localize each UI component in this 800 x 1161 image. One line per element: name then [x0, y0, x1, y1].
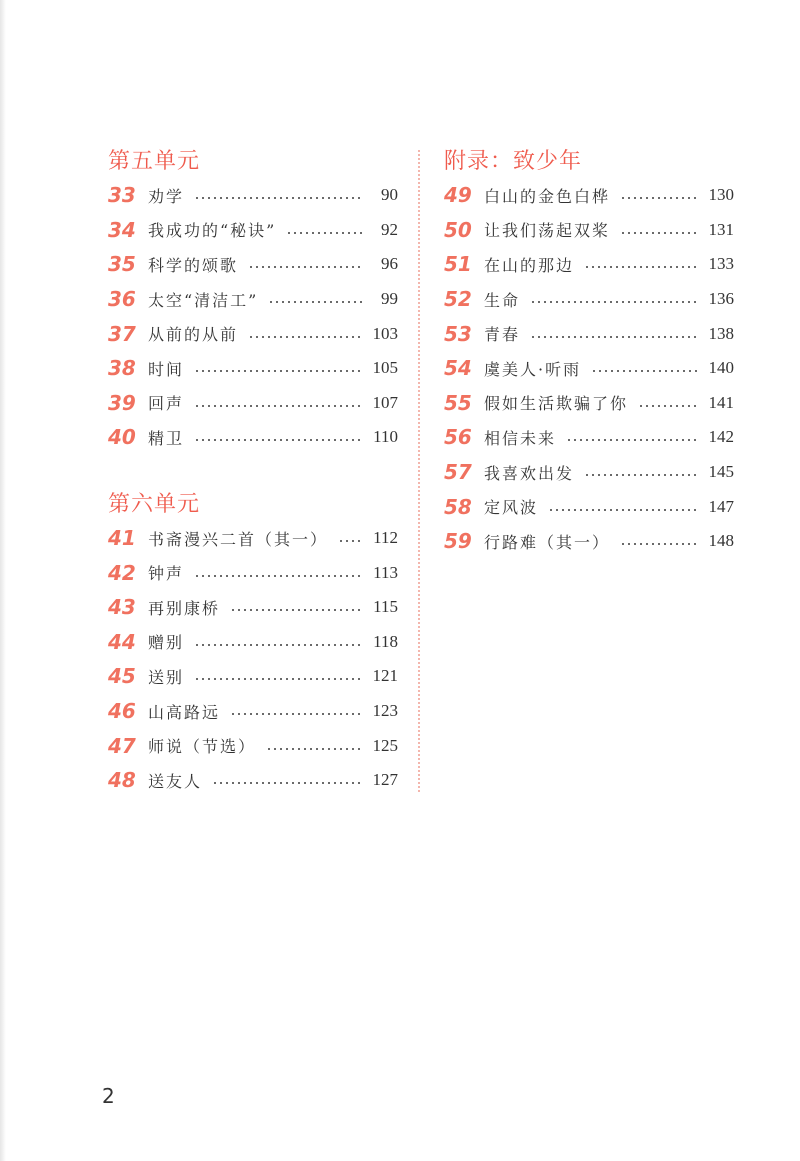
leader-dots	[638, 404, 700, 408]
entry-number: 52	[444, 287, 472, 312]
toc-entry[interactable]	[108, 590, 398, 625]
leader-dots	[194, 438, 364, 442]
entry-number: 43	[108, 595, 136, 620]
toc-entry[interactable]	[108, 521, 398, 556]
leader-dots	[194, 196, 364, 200]
entry-page: 112	[373, 528, 398, 548]
entry-page: 136	[708, 289, 734, 309]
leader-dots	[248, 335, 364, 339]
leader-dots	[530, 335, 700, 339]
entry-title: 生命	[484, 290, 521, 310]
entry-title: 送友人	[148, 771, 203, 791]
entry-number: 39	[108, 390, 136, 415]
entry-number: 55	[444, 390, 472, 415]
toc-right-column	[444, 146, 734, 559]
leader-dots	[286, 231, 364, 235]
entry-page: 127	[372, 770, 398, 790]
entry-title: 送别	[148, 667, 185, 687]
leader-dots	[194, 404, 364, 408]
entry-page: 133	[708, 254, 734, 274]
page-number: 2	[102, 1084, 115, 1108]
toc-entry[interactable]	[108, 282, 398, 317]
entry-title: 太空“清洁工”	[148, 290, 259, 310]
entry-number: 54	[444, 356, 472, 381]
entry-title: 回声	[148, 394, 185, 414]
toc-entry[interactable]	[108, 247, 398, 282]
entry-page: 142	[708, 427, 734, 447]
toc-entry[interactable]	[108, 213, 398, 248]
toc-section	[444, 146, 734, 559]
leader-dots	[584, 265, 700, 269]
leader-dots	[194, 369, 364, 373]
toc-entry[interactable]	[444, 489, 734, 524]
entry-number: 41	[108, 526, 136, 551]
entry-title: 虞美人·听雨	[484, 359, 582, 379]
leader-dots	[268, 300, 364, 304]
entry-page: 96	[381, 254, 398, 274]
toc-section	[108, 489, 398, 798]
entry-title: 从前的从前	[148, 325, 239, 345]
toc-entry[interactable]	[444, 178, 734, 213]
entry-title: 科学的颂歌	[148, 255, 239, 275]
entry-title: 我成功的“秘诀”	[148, 221, 277, 241]
entry-number: 56	[444, 425, 472, 450]
entry-title: 我喜欢出发	[484, 463, 575, 483]
entry-title: 劝学	[148, 186, 185, 206]
entry-title: 再别康桥	[148, 598, 221, 618]
leader-dots	[248, 265, 364, 269]
leader-dots	[620, 196, 700, 200]
entry-page: 107	[372, 392, 398, 412]
leader-dots	[548, 508, 700, 512]
entry-title: 定风波	[484, 498, 539, 518]
entry-number: 38	[108, 356, 136, 381]
entry-number: 35	[108, 252, 136, 277]
entry-title: 白山的金色白桦	[484, 186, 611, 206]
entry-page: 147	[708, 496, 734, 516]
entry-number: 50	[444, 217, 472, 242]
leader-dots	[230, 712, 364, 716]
entry-page: 130	[708, 185, 734, 205]
entry-title: 钟声	[148, 564, 185, 584]
section-heading: 第五单元	[108, 149, 201, 174]
entry-title: 青春	[484, 325, 521, 345]
entry-number: 45	[108, 664, 136, 689]
entry-page: 140	[708, 358, 734, 378]
leader-dots	[230, 608, 364, 612]
toc-entry[interactable]	[108, 316, 398, 351]
entry-number: 33	[108, 183, 136, 208]
entry-page: 125	[372, 735, 398, 755]
entry-number: 48	[108, 768, 136, 793]
entry-page: 90	[381, 185, 398, 205]
page-edge	[0, 0, 6, 1161]
toc-entry[interactable]	[108, 728, 398, 763]
entry-title: 相信未来	[484, 428, 557, 448]
entry-number: 46	[108, 699, 136, 724]
column-divider	[418, 150, 420, 792]
entry-page: 148	[708, 531, 734, 551]
toc-entry[interactable]	[108, 659, 398, 694]
toc-entry[interactable]	[108, 386, 398, 421]
toc-entry[interactable]	[108, 178, 398, 213]
toc-entry[interactable]	[444, 213, 734, 248]
entry-page: 103	[372, 323, 398, 343]
toc-entry[interactable]	[444, 282, 734, 317]
entry-page: 92	[381, 219, 398, 239]
toc-entry[interactable]	[108, 694, 398, 729]
entry-page: 115	[373, 597, 398, 617]
entry-number: 51	[444, 252, 472, 277]
entry-page: 138	[708, 323, 734, 343]
entry-page: 145	[708, 462, 734, 482]
leader-dots	[584, 473, 700, 477]
entry-page: 99	[381, 289, 398, 309]
leader-dots	[530, 300, 700, 304]
entry-page: 131	[708, 219, 734, 239]
toc-entry[interactable]	[444, 386, 734, 421]
entry-number: 34	[108, 217, 136, 242]
leader-dots	[194, 677, 364, 681]
toc-entry[interactable]	[444, 455, 734, 490]
entry-number: 58	[444, 494, 472, 519]
entry-page: 113	[373, 562, 398, 582]
toc-entry[interactable]	[108, 763, 398, 798]
entry-number: 57	[444, 460, 472, 485]
toc-entry[interactable]	[108, 351, 398, 386]
leader-dots	[194, 643, 364, 647]
entry-title: 师说（节选）	[148, 737, 257, 757]
section-heading: 第六单元	[108, 491, 201, 517]
entry-title: 假如生活欺骗了你	[484, 394, 629, 414]
toc-entry[interactable]	[108, 420, 398, 455]
entry-number: 49	[444, 183, 472, 208]
entry-number: 47	[108, 733, 136, 758]
toc-entry[interactable]	[444, 351, 734, 386]
entry-number: 59	[444, 529, 472, 554]
entry-number: 42	[108, 560, 136, 585]
toc-entry[interactable]	[444, 524, 734, 559]
entry-number: 37	[108, 321, 136, 346]
leader-dots	[338, 539, 364, 543]
toc-entry[interactable]	[108, 625, 398, 660]
leader-dots	[212, 781, 364, 785]
entry-number: 36	[108, 287, 136, 312]
leader-dots	[591, 369, 700, 373]
leader-dots	[620, 231, 700, 235]
leader-dots	[620, 542, 700, 546]
entry-title: 书斋漫兴二首（其一）	[148, 529, 329, 549]
toc-section	[108, 146, 398, 455]
toc-left-column	[108, 146, 398, 798]
entry-page: 141	[708, 392, 734, 412]
entry-number: 53	[444, 321, 472, 346]
entry-title: 时间	[148, 359, 185, 379]
toc-entry[interactable]	[444, 247, 734, 282]
entry-number: 40	[108, 425, 136, 450]
entry-page: 105	[372, 358, 398, 378]
leader-dots	[266, 747, 364, 751]
entry-page: 121	[372, 666, 398, 686]
entry-title: 赠别	[148, 633, 185, 653]
section-heading: 附录：致少年	[444, 149, 583, 174]
entry-title: 山高路远	[148, 702, 221, 722]
entry-page: 118	[373, 631, 398, 651]
entry-title: 行路难（其一）	[484, 532, 611, 552]
entry-page: 110	[373, 427, 398, 447]
entry-title: 让我们荡起双桨	[484, 221, 611, 241]
entry-page: 123	[372, 701, 398, 721]
leader-dots	[566, 438, 700, 442]
toc-entry[interactable]	[444, 316, 734, 351]
toc-entry[interactable]	[108, 555, 398, 590]
entry-title: 在山的那边	[484, 255, 575, 275]
entry-number: 44	[108, 629, 136, 654]
entry-title: 精卫	[148, 428, 185, 448]
leader-dots	[194, 574, 364, 578]
toc-entry[interactable]	[444, 420, 734, 455]
